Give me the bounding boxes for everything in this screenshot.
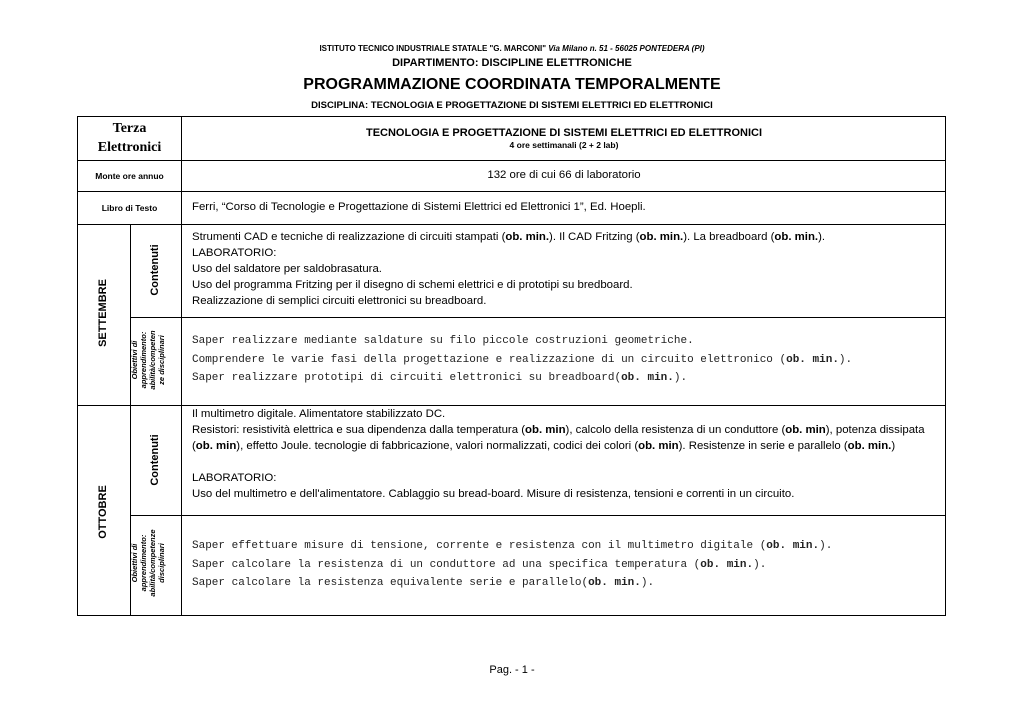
content-line: Realizzazione di semplici circuiti elettronici su breadboard. bbox=[192, 295, 487, 307]
objective-line: Comprendere le varie fasi della progettazione e realizzazione di un circuito elettronico (ob. min.). bbox=[192, 353, 853, 366]
discipline-line: DISCIPLINA: TECNOLOGIA E PROGETTAZIONE DI SISTEMI ELETTRICI ED ELETTRONICI bbox=[311, 100, 713, 111]
ottobre-objectives bbox=[192, 537, 944, 593]
objective-line: Saper realizzare mediante saldature su filo piccole costruzioni geometriche. bbox=[192, 335, 694, 347]
objectives-label: Obiettivi di apprendimento: abilità/competenze disciplinari bbox=[130, 529, 166, 597]
content-line: Uso del multimetro e dell'alimentatore. Cablaggio su bread-board. Misure di resistenza, tensioni e correnti in un circuito. bbox=[192, 488, 795, 500]
objective-line: Saper calcolare la resistenza di un conduttore ad una specifica temperatura (ob. min.). bbox=[192, 558, 767, 571]
annual-hours-label: Monte ore annuo bbox=[95, 171, 164, 181]
row-divider bbox=[130, 515, 945, 516]
institute-address: Via Milano n. 51 - 56025 PONTEDERA (PI) bbox=[548, 44, 705, 53]
content-line: LABORATORIO: bbox=[192, 472, 277, 484]
month-label-ottobre: OTTOBRE bbox=[97, 485, 109, 539]
department-line bbox=[0, 57, 1024, 69]
row-divider bbox=[78, 160, 945, 161]
ottobre-contents bbox=[192, 406, 944, 502]
institute-line bbox=[0, 44, 1024, 53]
subject-cell bbox=[182, 127, 946, 150]
textbook-value: Ferri, “Corso di Tecnologie e Progettazione di Sistemi Elettrici ed Elettronici 1”, Ed. Hoepli. bbox=[192, 201, 646, 213]
class-year: Terza bbox=[112, 121, 147, 136]
settembre-objectives bbox=[192, 332, 944, 388]
month-label-settembre: SETTEMBRE bbox=[97, 279, 109, 347]
contents-label: Contenuti bbox=[149, 244, 161, 296]
objective-line: Saper realizzare prototipi di circuiti elettronici su breadboard(ob. min.). bbox=[192, 372, 688, 384]
program-table bbox=[77, 116, 946, 616]
department-name: DISCIPLINE ELETTRONICHE bbox=[481, 57, 632, 69]
content-line: Resistori: resistività elettrica e sua dipendenza dalla temperatura (ob. min), calcolo della resistenza di un conduttore (ob. min), potenza dissipata (ob. min), effetto Joule. tecnologie di fabbricazione, valori normalizzati, codici dei colori (ob. min). Resistenze in serie e parallelo (ob. min.) bbox=[192, 424, 925, 452]
subject-hours: 4 ore settimanali (2 + 2 lab) bbox=[509, 140, 619, 150]
settembre-contents bbox=[192, 229, 942, 309]
annual-hours-value: 132 ore di cui 66 di laboratorio bbox=[487, 169, 641, 181]
page-title: PROGRAMMAZIONE COORDINATA TEMPORALMENTE bbox=[303, 76, 721, 93]
content-line: LABORATORIO: bbox=[192, 247, 277, 259]
subject-title: TECNOLOGIA E PROGETTAZIONE DI SISTEMI ELETTRICI ED ELETTRONICI bbox=[365, 127, 762, 139]
content-line: Uso del programma Fritzing per il disegno di schemi elettrici e di prototipi su bredboard. bbox=[192, 279, 633, 291]
content-line: Uso del saldatore per saldobrasatura. bbox=[192, 263, 382, 275]
institute-name: ISTITUTO TECNICO INDUSTRIALE STATALE "G. MARCONI" bbox=[319, 44, 546, 53]
objective-line: Saper effettuare misure di tensione, corrente e resistenza con il multimetro digitale (ob. min.). bbox=[192, 540, 833, 552]
col-divider bbox=[181, 117, 182, 615]
contents-label: Contenuti bbox=[149, 434, 161, 486]
row-divider bbox=[78, 224, 945, 225]
objective-line: Saper calcolare la resistenza equivalente serie e parallelo(ob. min.). bbox=[192, 577, 655, 589]
page-number: Pag. - 1 - bbox=[489, 664, 535, 676]
content-line: Il multimetro digitale. Alimentatore stabilizzato DC. bbox=[192, 408, 446, 420]
textbook-label: Libro di Testo bbox=[101, 203, 158, 213]
objectives-label: Obiettivi di apprendimento: abilità/competen ze disciplinari bbox=[130, 330, 166, 390]
class-cell bbox=[78, 119, 181, 157]
class-course: Elettronici bbox=[97, 140, 162, 155]
row-divider bbox=[130, 317, 945, 318]
row-divider bbox=[78, 191, 945, 192]
content-line: Strumenti CAD e tecniche di realizzazione di circuiti stampati (ob. min.). Il CAD Fritzing (ob. min.). La breadboard (ob. min.). bbox=[192, 231, 826, 243]
department-label: DIPARTIMENTO: bbox=[392, 57, 479, 69]
